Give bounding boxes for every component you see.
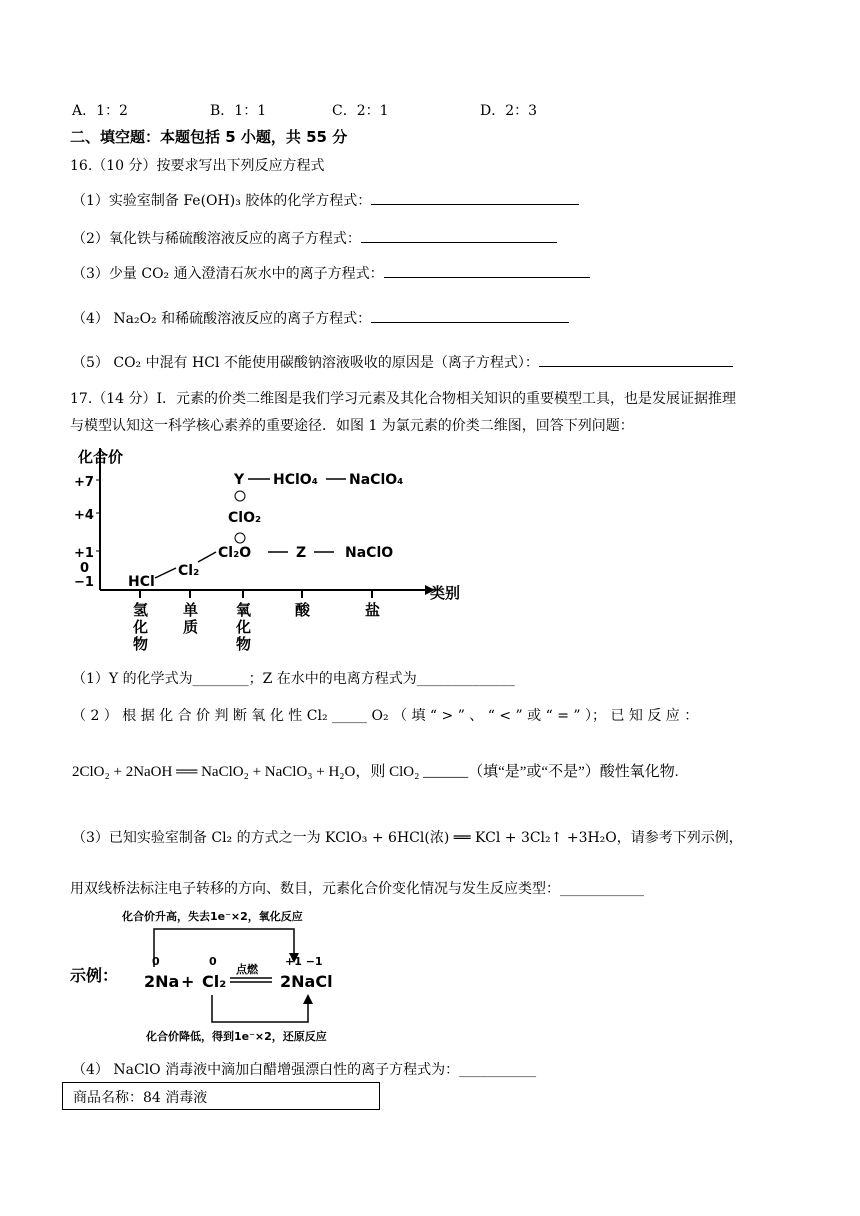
q16-item-3: （3）少量 CO₂ 通入澄清石灰水中的离子方程式： bbox=[72, 263, 590, 283]
q17-part-3a: （3）已知实验室制备 Cl₂ 的方式之一为 KClO₃ + 6HCl(浓) ══ KCl + 3Cl₂↑ +3H₂O，请参考下列示例， bbox=[72, 830, 743, 846]
choice-d: D．2：3 bbox=[480, 103, 538, 119]
product-nacl: 2NaCl bbox=[280, 972, 333, 991]
reduction-note: 化合价降低，得到1e⁻×2，还原反应 bbox=[146, 1030, 327, 1043]
q16-item-1: （1）实验室制备 Fe(OH)₃ 胶体的化学方程式： bbox=[72, 190, 579, 210]
x-category-salt: 盐 bbox=[365, 601, 381, 619]
species-y: Y bbox=[234, 472, 245, 488]
x-category-element: 单 bbox=[183, 601, 199, 619]
y-tick: +7 bbox=[74, 475, 94, 490]
species-hcl: HCl bbox=[128, 574, 155, 590]
q17-part-3b: 用双线桥法标注电子转移的方向、数目，元素化合价变化情况与发生反应类型：____________ bbox=[70, 881, 644, 897]
choice-c: C．2：1 bbox=[332, 103, 389, 119]
svg-text:化: 化 bbox=[236, 618, 252, 636]
choice-a: A．1：2 bbox=[72, 103, 128, 119]
y-tick: +1 bbox=[74, 546, 94, 561]
x-category-acid: 酸 bbox=[295, 601, 311, 619]
svg-text:0: 0 bbox=[152, 955, 160, 968]
species-naclo4: NaClO₄ bbox=[349, 472, 404, 488]
svg-text:物: 物 bbox=[133, 635, 149, 653]
species-clo2: ClO₂ bbox=[228, 510, 262, 526]
product-label-text: 商品名称：84 消毒液 bbox=[73, 1090, 208, 1106]
y-axis-title: 化合价 bbox=[78, 448, 124, 466]
species-naclo: NaClO bbox=[345, 545, 394, 561]
condition: 点燃 bbox=[236, 963, 258, 976]
q17-stem-1: 17.（14 分）I．元素的价类二维图是我们学习元素及其化合物相关知识的重要模型工具，也是发展证据推理 bbox=[70, 391, 737, 407]
q17-part-1: （1）Y 的化学式为________；Z 在水中的电离方程式为______________ bbox=[72, 671, 515, 687]
q17-part-2a: （ 2 ） 根 据 化 合 价 判 断 氧 化 性 Cl₂ _____ O₂ （ 填 “ > ” 、 “ < ” 或 “ = ” ）； 已 知 反 应 ： bbox=[72, 708, 699, 724]
q16-item-2: （2）氧化铁与稀硫酸溶液反应的离子方程式： bbox=[72, 228, 557, 248]
y-tick: +4 bbox=[74, 508, 94, 523]
q17-stem-2: 与模型认知这一科学核心素养的重要途径．如图 1 为氯元素的价类二维图，回答下列问题： bbox=[70, 418, 634, 434]
valence-class-diagram bbox=[70, 440, 470, 655]
svg-text:+: + bbox=[181, 972, 195, 991]
svg-text:质: 质 bbox=[183, 618, 199, 636]
species-cl2: Cl₂ bbox=[178, 563, 200, 579]
species-hclo4: HClO₄ bbox=[273, 472, 318, 488]
product-label-box bbox=[62, 1082, 380, 1110]
q16-stem: 16.（10 分）按要求写出下列反应方程式 bbox=[70, 158, 325, 174]
section-title: 二、填空题：本题包括 5 小题，共 55 分 bbox=[70, 128, 348, 146]
x-category-hydride: 氢 bbox=[133, 601, 149, 619]
reactant-na: 2Na bbox=[144, 972, 180, 991]
svg-text:0: 0 bbox=[209, 955, 217, 968]
svg-text:+1 −1: +1 −1 bbox=[285, 955, 323, 968]
example-label: 示例： bbox=[70, 966, 119, 985]
x-category-oxide: 氧 bbox=[236, 601, 252, 619]
species-z: Z bbox=[296, 545, 307, 561]
svg-text:化: 化 bbox=[133, 618, 149, 636]
q16-item-5: （5） CO₂ 中混有 HCl 不能使用碳酸钠溶液吸收的原因是（离子方程式）： bbox=[72, 352, 733, 372]
double-bridge-example bbox=[70, 905, 380, 1045]
reactant-cl2: Cl₂ bbox=[202, 972, 227, 991]
species-cl2o: Cl₂O bbox=[218, 545, 252, 561]
q17-part-2b: 2ClO₂ + 2NaOH ══ NaClO₂ + NaClO₃ + H₂O，则 ClO₂ ______（填“是”或“不是”）酸性氧化物. bbox=[72, 764, 679, 780]
oxidation-note: 化合价升高，失去1e⁻×2，氧化反应 bbox=[122, 910, 303, 923]
q17-part-4: （4） NaClO 消毒液中滴加白醋增强漂白性的离子方程式为：___________ bbox=[72, 1062, 537, 1078]
q16-item-4: （4） Na₂O₂ 和稀硫酸溶液反应的离子方程式： bbox=[72, 308, 569, 328]
x-axis-title: 类别 bbox=[430, 584, 461, 602]
choice-b: B．1：1 bbox=[210, 103, 267, 119]
y-tick: 0 bbox=[80, 561, 90, 576]
y-tick: −1 bbox=[74, 575, 94, 590]
svg-text:物: 物 bbox=[236, 635, 252, 653]
